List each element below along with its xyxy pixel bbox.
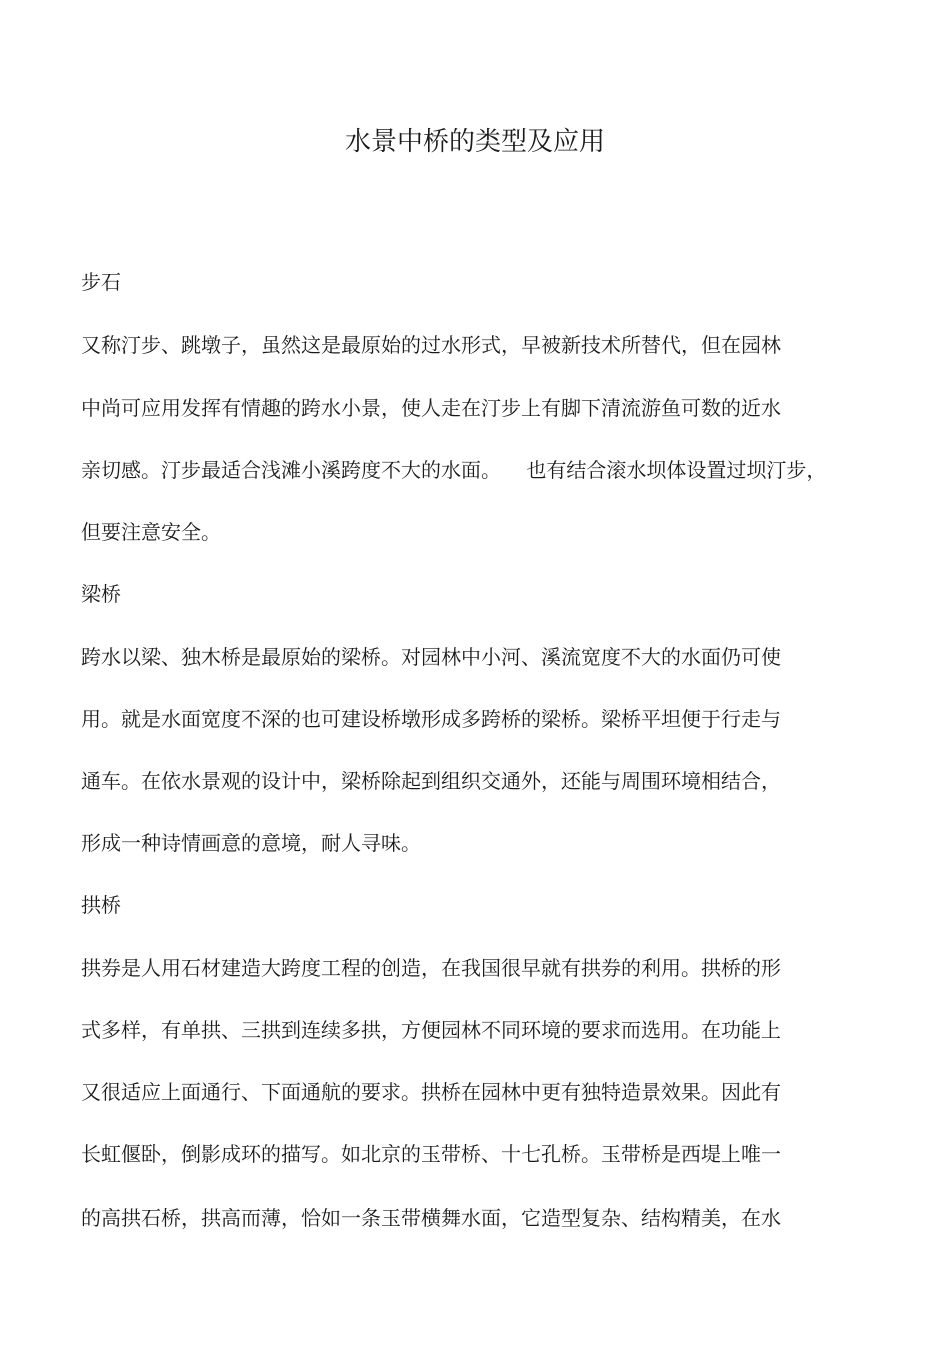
paragraph-line: 通车。在依水景观的设计中，梁桥除起到组织交通外，还能与周围环境相结合， [81,769,781,793]
heading-stepping-stones: 步石 [81,270,121,294]
paragraph-line: 长虹偃卧，倒影成环的描写。如北京的玉带桥、十七孔桥。玉带桥是西堤上唯一 [81,1142,781,1166]
paragraph-line: 式多样，有单拱、三拱到连续多拱，方便园林不同环境的要求而选用。在功能上 [81,1018,781,1042]
document-title: 水景中桥的类型及应用 [344,127,605,157]
paragraph-line: 中尚可应用发挥有情趣的跨水小景，使人走在汀步上有脚下清流游鱼可数的近水 [81,396,781,420]
paragraph-line: 形成一种诗情画意的意境，耐人寻味。 [81,831,421,855]
paragraph-line: 又很适应上面通行、下面通航的要求。拱桥在园林中更有独特造景效果。因此有 [81,1080,781,1104]
heading-arch-bridge: 拱桥 [81,893,121,917]
paragraph-line: 亲切感。汀步最适合浅滩小溪跨度不大的水面。 也有结合滚水坝体设置过坝汀步， [81,458,827,482]
paragraph-line: 又称汀步、跳墩子，虽然这是最原始的过水形式，早被新技术所替代，但在园林 [81,333,781,357]
paragraph-line: 拱券是人用石材建造大跨度工程的创造，在我国很早就有拱券的利用。拱桥的形 [81,956,781,980]
paragraph-line: 用。就是水面宽度不深的也可建设桥墩形成多跨桥的梁桥。梁桥平坦便于行走与 [81,707,781,731]
paragraph-line: 的高拱石桥，拱高而薄，恰如一条玉带横舞水面，它造型复杂、结构精美，在水 [81,1206,781,1230]
paragraph-line: 跨水以梁、独木桥是最原始的梁桥。对园林中小河、溪流宽度不大的水面仍可使 [81,645,781,669]
paragraph-line: 但要注意安全。 [81,520,221,544]
heading-beam-bridge: 梁桥 [81,582,121,606]
